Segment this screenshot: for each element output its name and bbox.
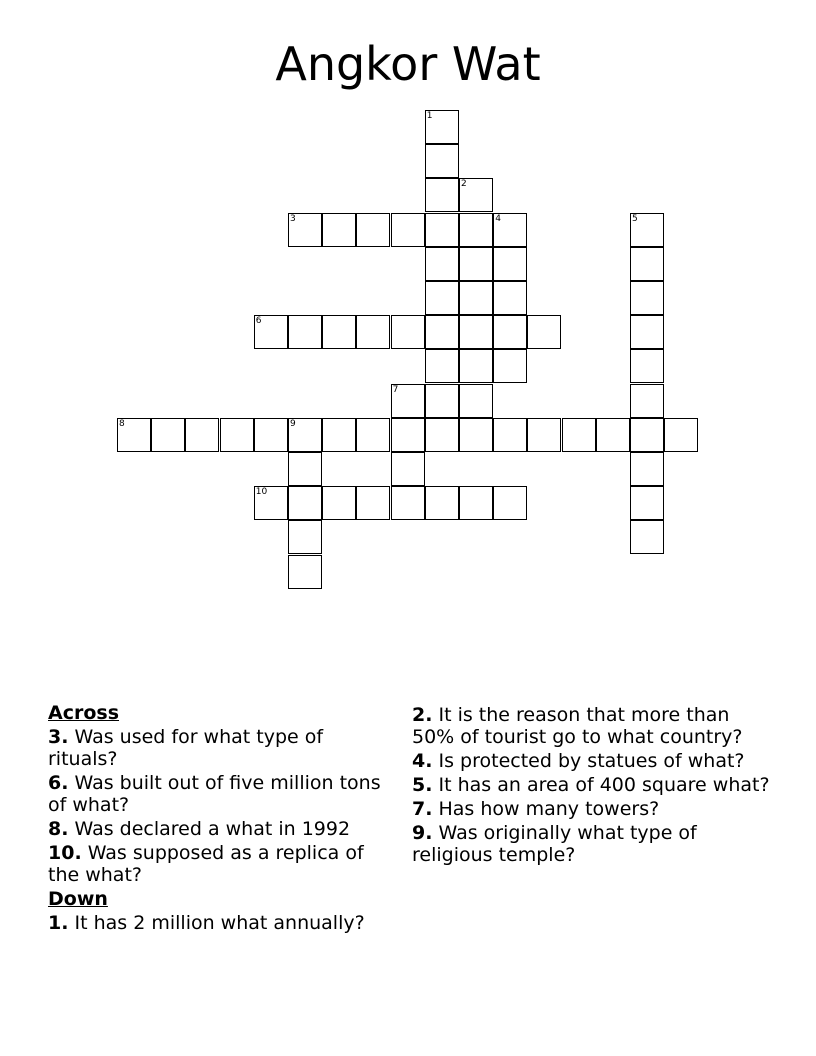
grid-cell[interactable] [425,178,459,212]
grid-cell[interactable] [391,486,425,520]
grid-cell[interactable] [391,315,425,349]
grid-cell[interactable] [425,110,459,144]
grid-cell[interactable] [288,486,322,520]
grid-cell[interactable] [630,384,664,418]
grid-cell[interactable] [630,418,664,452]
cell-number: 2 [461,179,467,190]
grid-cell[interactable] [527,418,561,452]
clue-across-6 [48,772,393,816]
grid-cell[interactable] [151,418,185,452]
clue-text: It has 2 million what annually? [74,912,365,934]
clue-text: Was built out of five million tons of what? [48,772,381,816]
grid-cell[interactable] [288,315,322,349]
clue-text: Is protected by statues of what? [438,750,745,772]
grid-cell[interactable] [459,247,493,281]
grid-cell[interactable] [356,418,390,452]
clue-text: Was supposed as a replica of the what? [48,842,364,886]
grid-cell[interactable] [322,213,356,247]
clue-across-3 [48,726,393,770]
grid-cell[interactable] [425,247,459,281]
grid-cell[interactable] [391,452,425,486]
grid-cell[interactable] [322,486,356,520]
grid-cell[interactable] [459,281,493,315]
grid-cell[interactable] [630,315,664,349]
grid-cell[interactable] [459,418,493,452]
clue-number: 7. [412,798,433,820]
clue-down-1 [48,912,393,934]
grid-cell[interactable] [493,213,527,247]
grid-cell[interactable] [185,418,219,452]
clue-number: 5. [412,774,433,796]
clue-across-8 [48,818,393,840]
cell-number: 10 [255,487,268,498]
clue-down-2 [412,704,772,748]
clue-number: 8. [48,818,69,840]
grid-cell[interactable] [459,486,493,520]
grid-cell[interactable] [425,144,459,178]
clue-number: 6. [48,772,69,794]
across-heading: Across [48,702,120,724]
clue-number: 1. [48,912,69,934]
grid-cell[interactable] [630,349,664,383]
grid-cell[interactable] [356,213,390,247]
grid-cell[interactable] [288,555,322,589]
grid-cell[interactable] [493,281,527,315]
clue-text: Was declared a what in 1992 [74,818,351,840]
clue-down-9 [412,822,772,866]
clue-text: Has how many towers? [438,798,660,820]
clue-text: It is the reason that more than 50% of tourist go to what country? [412,704,743,748]
grid-cell[interactable] [254,418,288,452]
grid-cell[interactable] [288,520,322,554]
grid-cell[interactable] [630,520,664,554]
grid-cell[interactable] [493,418,527,452]
grid-cell[interactable] [459,178,493,212]
grid-cell[interactable] [459,384,493,418]
grid-cell[interactable] [425,384,459,418]
grid-cell[interactable] [493,349,527,383]
grid-cell[interactable] [527,315,561,349]
grid-cell[interactable] [322,418,356,452]
clue-down-5 [412,774,772,796]
cell-number: 6 [255,316,262,327]
grid-cell[interactable] [391,418,425,452]
grid-cell[interactable] [425,486,459,520]
grid-cell[interactable] [425,281,459,315]
grid-cell[interactable] [459,213,493,247]
cell-number: 3 [290,213,296,224]
grid-cell[interactable] [562,418,596,452]
grid-cell[interactable] [459,349,493,383]
cell-number: 7 [392,384,399,395]
grid-cell[interactable] [356,315,390,349]
clue-text: It has an area of 400 square what? [438,774,770,796]
down-heading: Down [48,888,108,910]
grid-cell[interactable] [254,315,288,349]
grid-cell[interactable] [630,486,664,520]
grid-cell[interactable] [493,247,527,281]
cell-number: 1 [426,111,433,121]
grid-cell[interactable] [117,418,151,452]
grid-cell[interactable] [630,247,664,281]
grid-cell[interactable] [425,349,459,383]
clue-down-4 [412,750,772,772]
grid-cell[interactable] [288,213,322,247]
grid-cell[interactable] [425,213,459,247]
cell-number: 8 [119,418,125,429]
grid-cell[interactable] [425,418,459,452]
grid-cell[interactable] [288,418,322,452]
clues-right-column [412,702,772,868]
grid-cell[interactable] [630,281,664,315]
clue-number: 9. [412,822,433,844]
grid-cell[interactable] [596,418,630,452]
grid-cell[interactable] [493,315,527,349]
cell-number: 5 [632,213,638,224]
grid-cell[interactable] [630,213,664,247]
grid-cell[interactable] [630,452,664,486]
clue-number: 3. [48,726,69,748]
clue-number: 10. [48,842,82,864]
clue-text: Was originally what type of religious temple? [412,822,697,866]
grid-cell[interactable] [425,315,459,349]
grid-cell[interactable] [664,418,698,452]
clues-left-column [48,702,393,936]
clue-across-10 [48,842,393,886]
cell-number: 9 [290,418,296,429]
grid-cell[interactable] [254,486,288,520]
grid-cell[interactable] [322,315,356,349]
clue-number: 4. [412,750,433,772]
grid-cell[interactable] [356,486,390,520]
grid-cell[interactable] [220,418,254,452]
grid-cell[interactable] [391,384,425,418]
clue-number: 2. [412,704,433,726]
grid-cell[interactable] [391,213,425,247]
clue-text: Was used for what type of rituals? [48,726,324,770]
grid-cell[interactable] [288,452,322,486]
cell-number: 4 [495,213,501,224]
page-title: Angkor Wat [275,37,541,91]
grid-cell[interactable] [493,486,527,520]
clue-down-7 [412,798,772,820]
grid-cell[interactable] [459,315,493,349]
